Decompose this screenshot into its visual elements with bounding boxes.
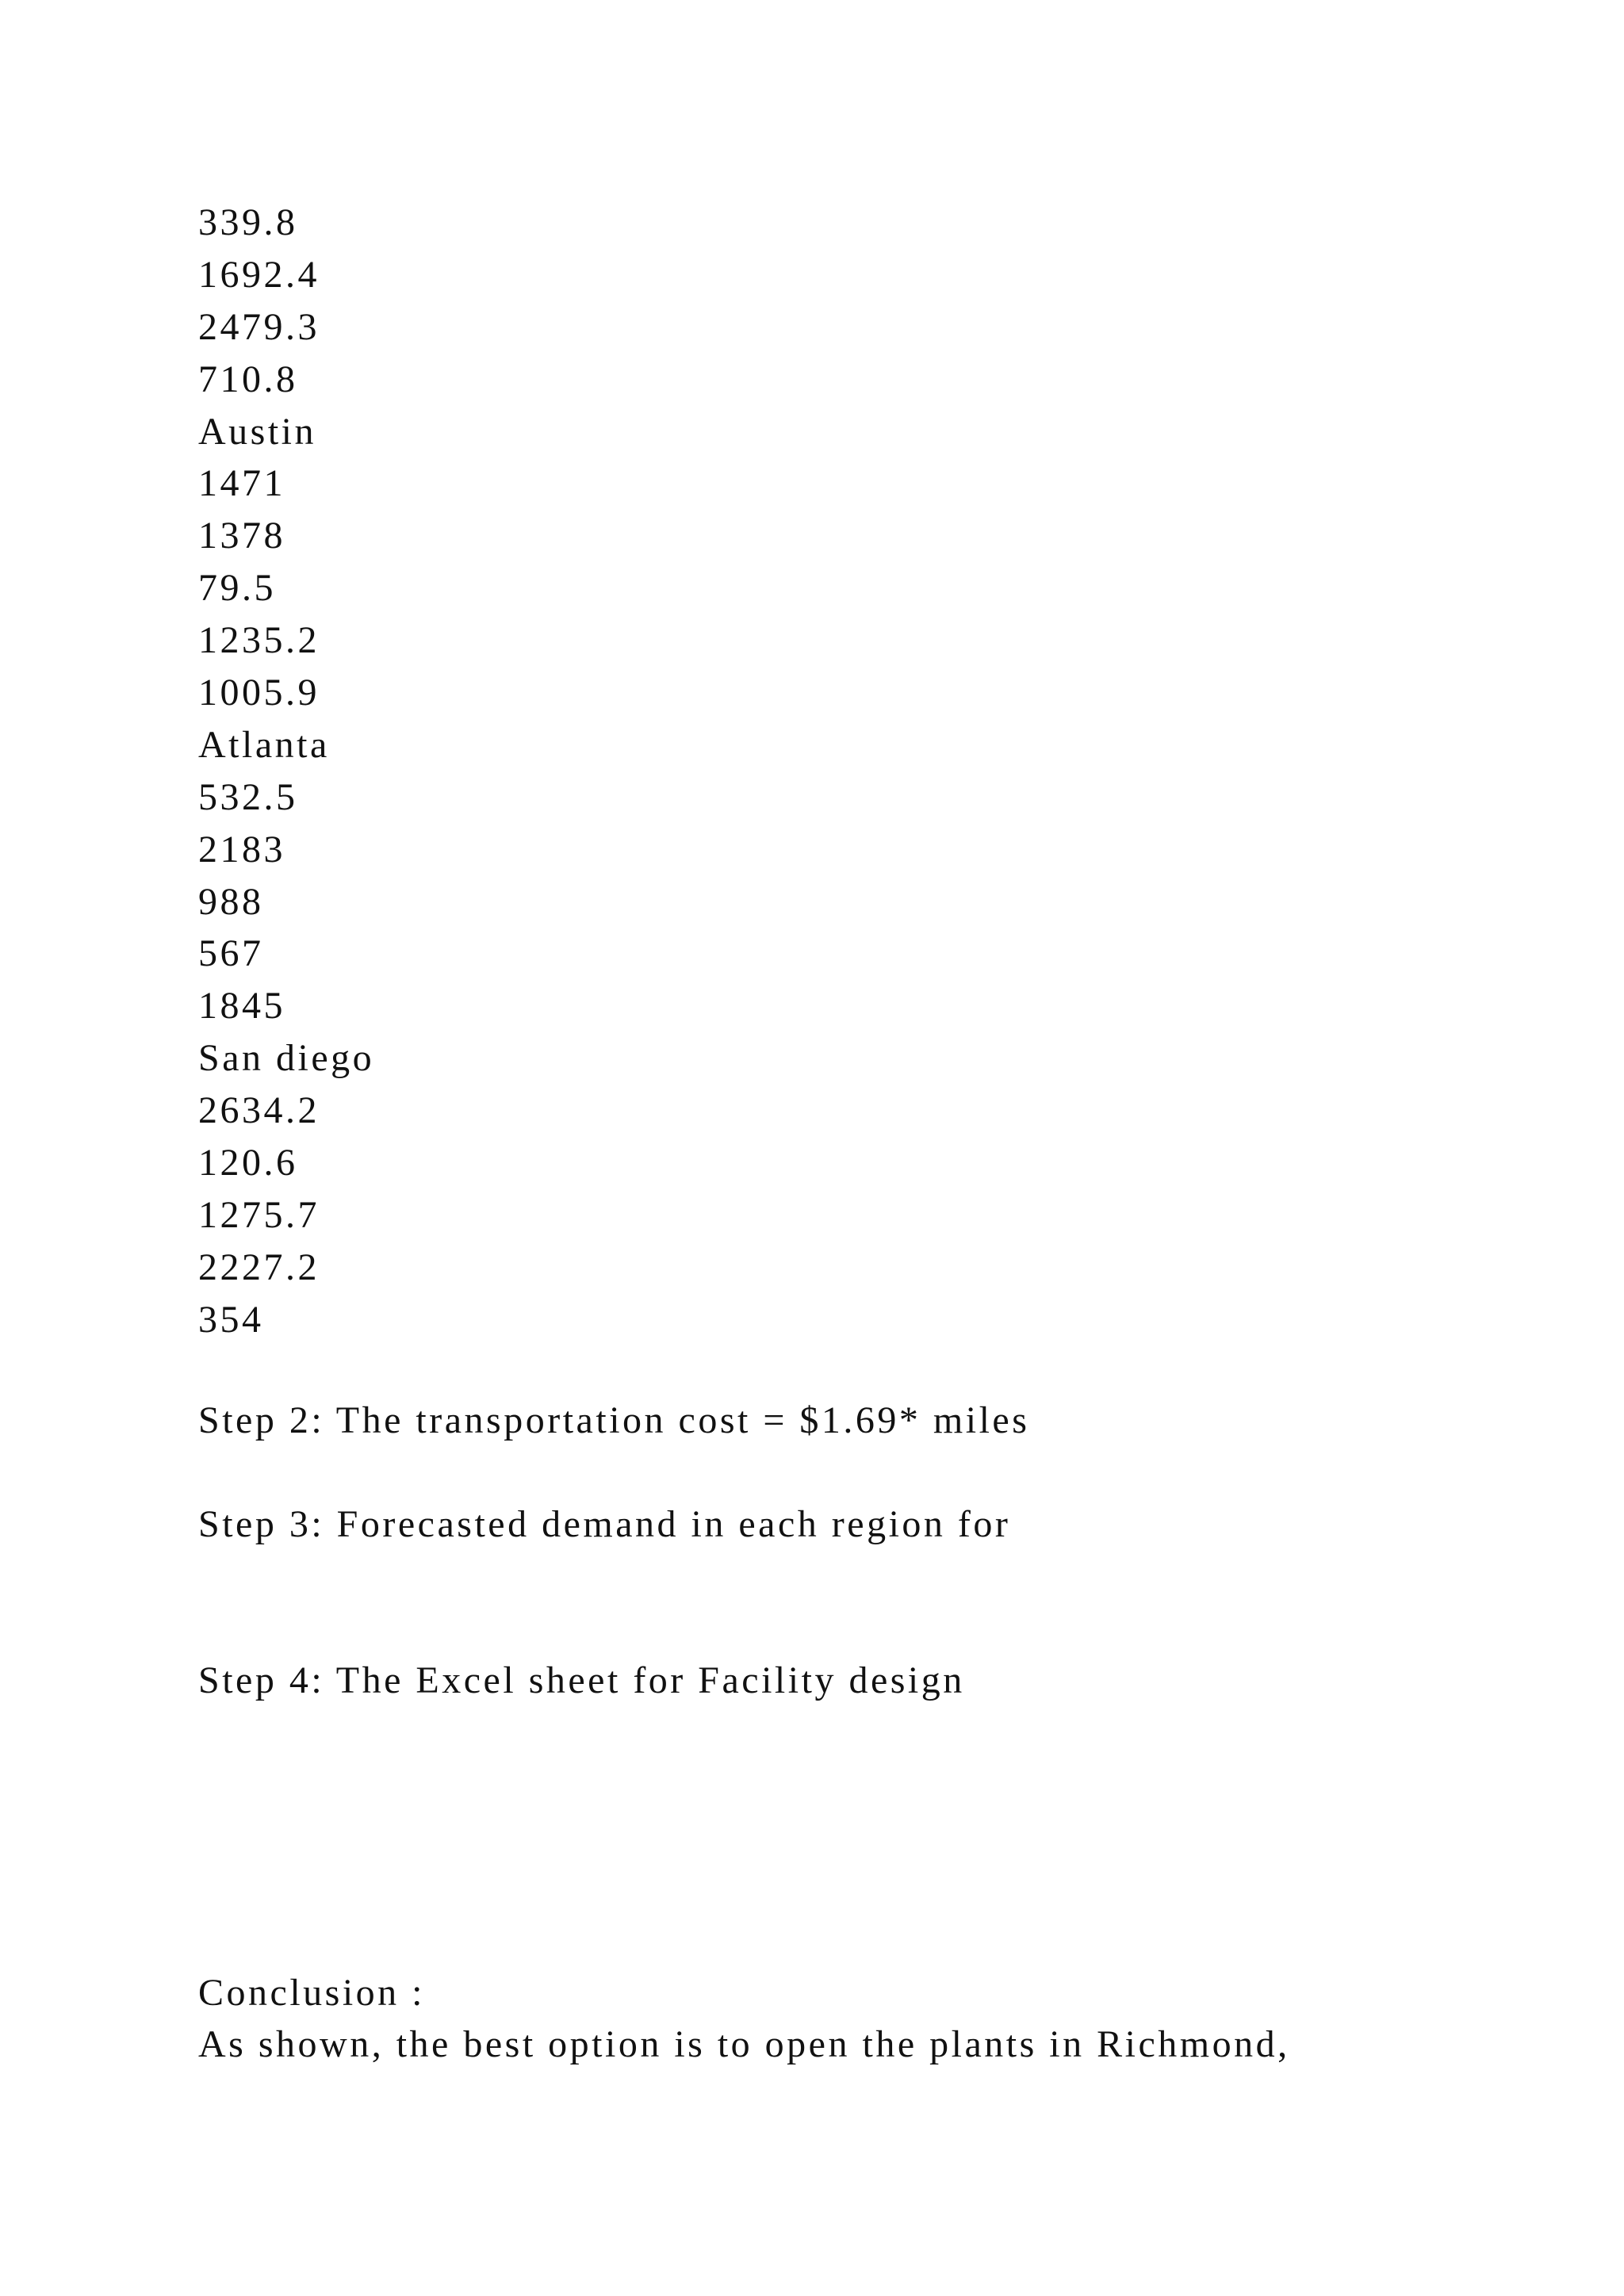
- city-label: San diego: [198, 1037, 375, 1080]
- step-4-text: Step 4: The Excel sheet for Facility design: [198, 1659, 965, 1701]
- values-list: [198, 197, 374, 1346]
- list-item: 1378: [198, 515, 285, 557]
- list-item: 1471: [198, 462, 285, 505]
- list-item: 354: [198, 1298, 264, 1341]
- conclusion-text: As shown, the best option is to open the plants in Richmond,: [198, 2023, 1290, 2065]
- conclusion-heading: Conclusion :: [198, 1972, 426, 2014]
- list-item: 532.5: [198, 775, 298, 818]
- list-item: 2227.2: [198, 1246, 320, 1288]
- step-2-text: Step 2: The transportation cost = $1.69* miles: [198, 1399, 1030, 1441]
- step-3-text: Step 3: Forecasted demand in each region for: [198, 1503, 1011, 1545]
- city-label: Austin: [198, 410, 317, 453]
- list-item: 988: [198, 880, 264, 923]
- list-item: 339.8: [198, 201, 298, 243]
- list-item: 1235.2: [198, 619, 320, 662]
- list-item: 1845: [198, 985, 285, 1027]
- list-item: 2183: [198, 828, 285, 871]
- list-item: 2634.2: [198, 1089, 320, 1132]
- city-label: Atlanta: [198, 723, 330, 766]
- list-item: 567: [198, 932, 264, 975]
- list-item: 120.6: [198, 1142, 298, 1184]
- list-item: 2479.3: [198, 305, 320, 348]
- list-item: 79.5: [198, 567, 276, 610]
- list-item: 1275.7: [198, 1193, 320, 1236]
- list-item: 710.8: [198, 358, 298, 400]
- list-item: 1005.9: [198, 672, 320, 714]
- list-item: 1692.4: [198, 253, 320, 296]
